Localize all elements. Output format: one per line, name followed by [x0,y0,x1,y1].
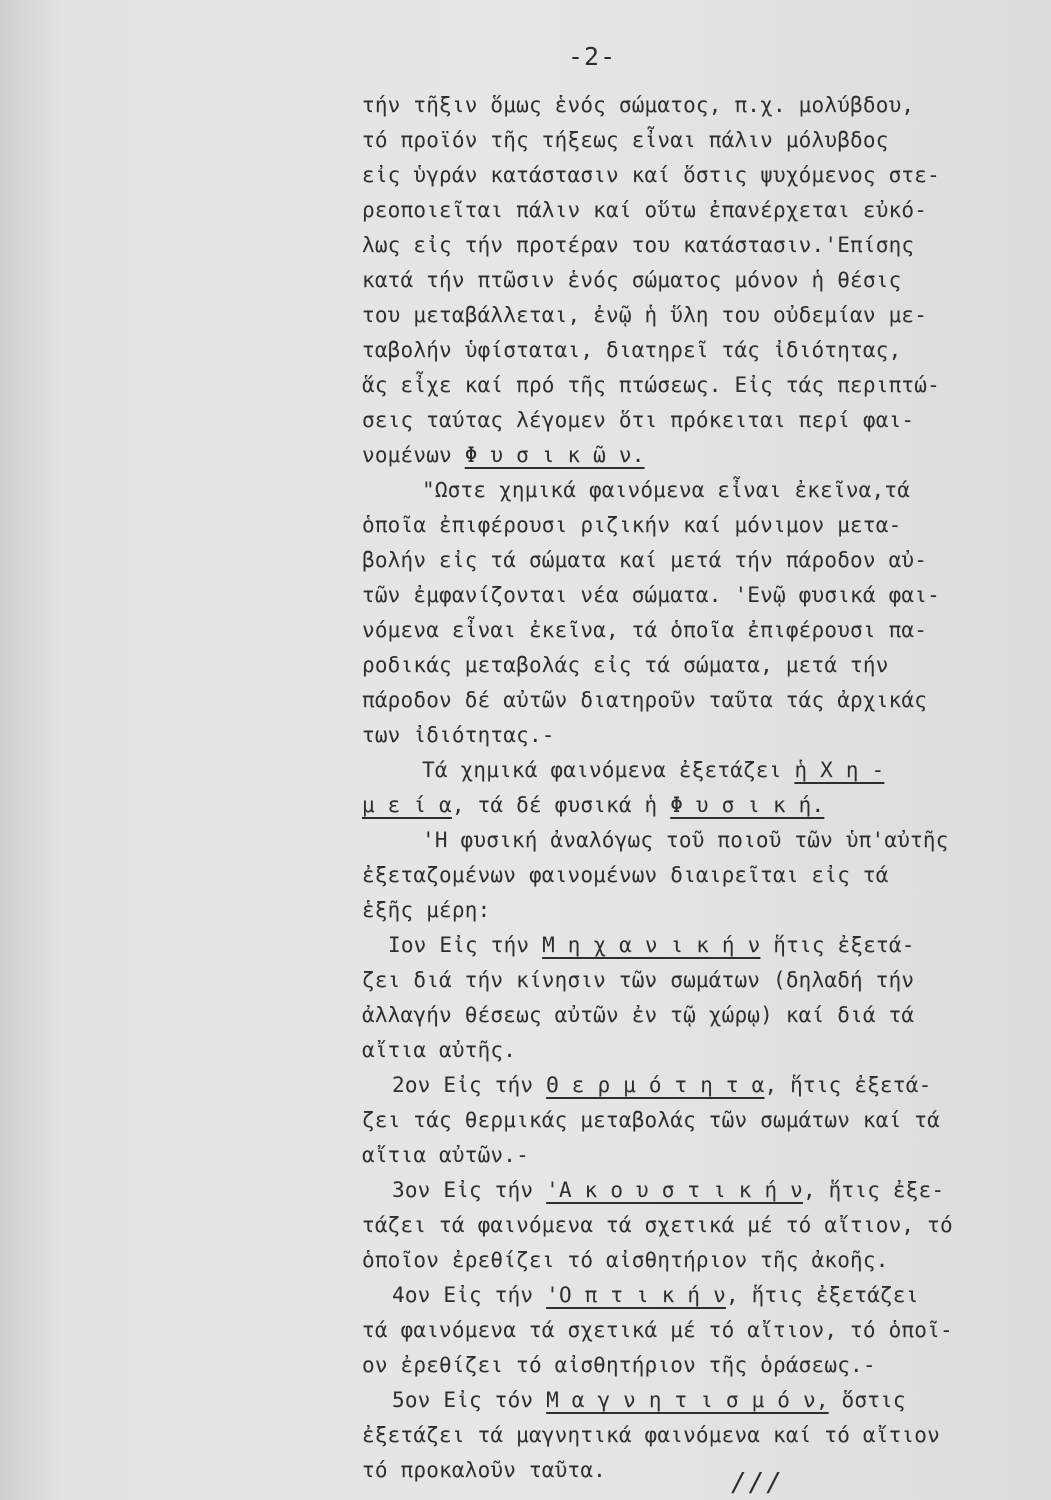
page-number: -2- [568,42,617,71]
text-line: εἰς ὑγράν κατάστασιν καί ὅστις ψυχόμενος στε- [362,163,940,187]
text-line: ὁποῖον ἐρεθίζει τό αἰσθητήριον τῆς ἀκοῆς. [362,1248,889,1272]
text-line: ταβολήν ὑφίσταται, διατηρεῖ τάς ἰδιότητας, [362,338,902,362]
text-line: ον ἐρεθίζει τό αἰσθητήριον τῆς ὁράσεως.- [362,1353,876,1377]
text-line: τό προϊόν τῆς τήξεως εἶναι πάλιν μόλυβδος [362,128,889,152]
text-line: ἐξεταζομένων φαινομένων διαιρεῖται εἰς τά [362,863,889,887]
text-line: τό προκαλοῦν ταῦτα. [362,1458,607,1482]
text-line: αἴτια αὐτῆς. [362,1038,517,1062]
text-line: 'Η φυσική ἀναλόγως τοῦ ποιοῦ τῶν ὑπ'αὐτῆς [422,828,949,852]
text-line: ἑξῆς μέρη: [362,898,491,922]
underlined-term: Μ η χ α ν ι κ ή ν [542,933,761,957]
text-line: τά φαινόμενα τά σχετικά μέ τό αἴτιον, τό ὁποῖ- [362,1318,953,1342]
text-line: κατά τήν πτῶσιν ἑνός σώματος μόνον ἡ θέσις [362,268,902,292]
text-line: "Ωστε χημικά φαινόμενα εἶναι ἐκεῖνα,τά [422,478,911,502]
underlined-term: 'Α κ ο υ σ τ ι κ ή ν [546,1178,803,1202]
text-line: Τά χημικά φαινόμενα ἐξετάζει ἡ Χ η - [422,758,885,782]
text-line: τάζει τά φαινόμενα τά σχετικά μέ τό αἴτιον, τό [362,1213,953,1237]
text-line: ζει τάς θερμικάς μεταβολάς τῶν σωμάτων καί τά [362,1108,940,1132]
text-line: σεις ταύτας λέγομεν ὅτι πρόκειται περί φαι- [362,408,915,432]
underlined-term: Φ υ σ ι κ ῶ ν. [464,443,645,467]
text-line: νόμενα εἶναι ἐκεῖνα, τά ὁποῖα ἐπιφέρουσι πα- [362,618,928,642]
text-line: 2ον Εἰς τήν Θ ε ρ μ ό τ η τ α, ἥτις ἐξετά- [392,1073,932,1097]
text-line: 5ον Εἰς τόν Μ α γ ν η τ ι σ μ ό ν, ὅστις [392,1388,906,1412]
text-line: ἐξετάζει τά μαγνητικά φαινόμενα καί τό αἴτιον [362,1423,940,1447]
closing-mark: /// [731,1468,784,1498]
underlined-term: Φ υ σ ι κ ή. [670,793,825,817]
underlined-term: Μ α γ ν η τ ι σ μ ό ν, [546,1388,829,1412]
text-line: ἅς εἶχε καί πρό τῆς πτώσεως. Εἰς τάς περιπτώ- [362,373,940,397]
page-body [362,88,1002,1488]
text-line: πάροδον δέ αὐτῶν διατηροῦν ταῦτα τάς ἀρχικάς [362,688,928,712]
text-line: βολήν εἰς τά σώματα καί μετά τήν πάροδον αὐ- [362,548,928,572]
text-line: νομένων Φ υ σ ι κ ῶ ν. [362,443,645,467]
underlined-term: 'Ο π τ ι κ ή ν [546,1283,726,1307]
text-line: των ἰδιότητας.- [362,723,555,747]
text-line: ὁποῖα ἐπιφέρουσι ριζικήν καί μόνιμον μετα- [362,513,902,537]
underlined-term: μ ε ί α [362,793,452,817]
text-line: τῶν ἐμφανίζονται νέα σώματα. 'Ενῷ φυσικά φαι- [362,583,940,607]
text-line: λως εἰς τήν προτέραν του κατάστασιν.'Επίσης [362,233,915,257]
text-line: μ ε ί α, τά δέ φυσικά ἡ Φ υ σ ι κ ή. [362,793,825,817]
text-line: 4ον Εἰς τήν 'Ο π τ ι κ ή ν, ἥτις ἐξετάζει [392,1283,919,1307]
text-line: ζει διά τήν κίνησιν τῶν σωμάτων (δηλαδή τήν [362,968,915,992]
text-line: του μεταβάλλεται, ἐνῷ ἡ ὕλη του οὐδεμίαν με- [362,303,928,327]
text-line: ροδικάς μεταβολάς εἰς τά σώματα, μετά τήν [362,653,889,677]
text-line: Ιον Εἰς τήν Μ η χ α ν ι κ ή ν ἥτις ἐξετά- [388,933,915,957]
text-line: αἴτια αὐτῶν.- [362,1143,529,1167]
text-line: 3ον Εἰς τήν 'Α κ ο υ σ τ ι κ ή ν, ἥτις ἐξε- [392,1178,945,1202]
text-line: τήν τῆξιν ὅμως ἑνός σώματος, π.χ. μολύβδου, [362,93,915,117]
text-line: ρεοποιεῖται πάλιν καί οὕτω ἐπανέρχεται εὐκό- [362,198,928,222]
underlined-term: Θ ε ρ μ ό τ η τ α [546,1073,765,1097]
text-line: ἀλλαγήν θέσεως αὐτῶν ἐν τῷ χώρῳ) καί διά τά [362,1003,915,1027]
underlined-term: ἡ Χ η - [794,758,885,782]
